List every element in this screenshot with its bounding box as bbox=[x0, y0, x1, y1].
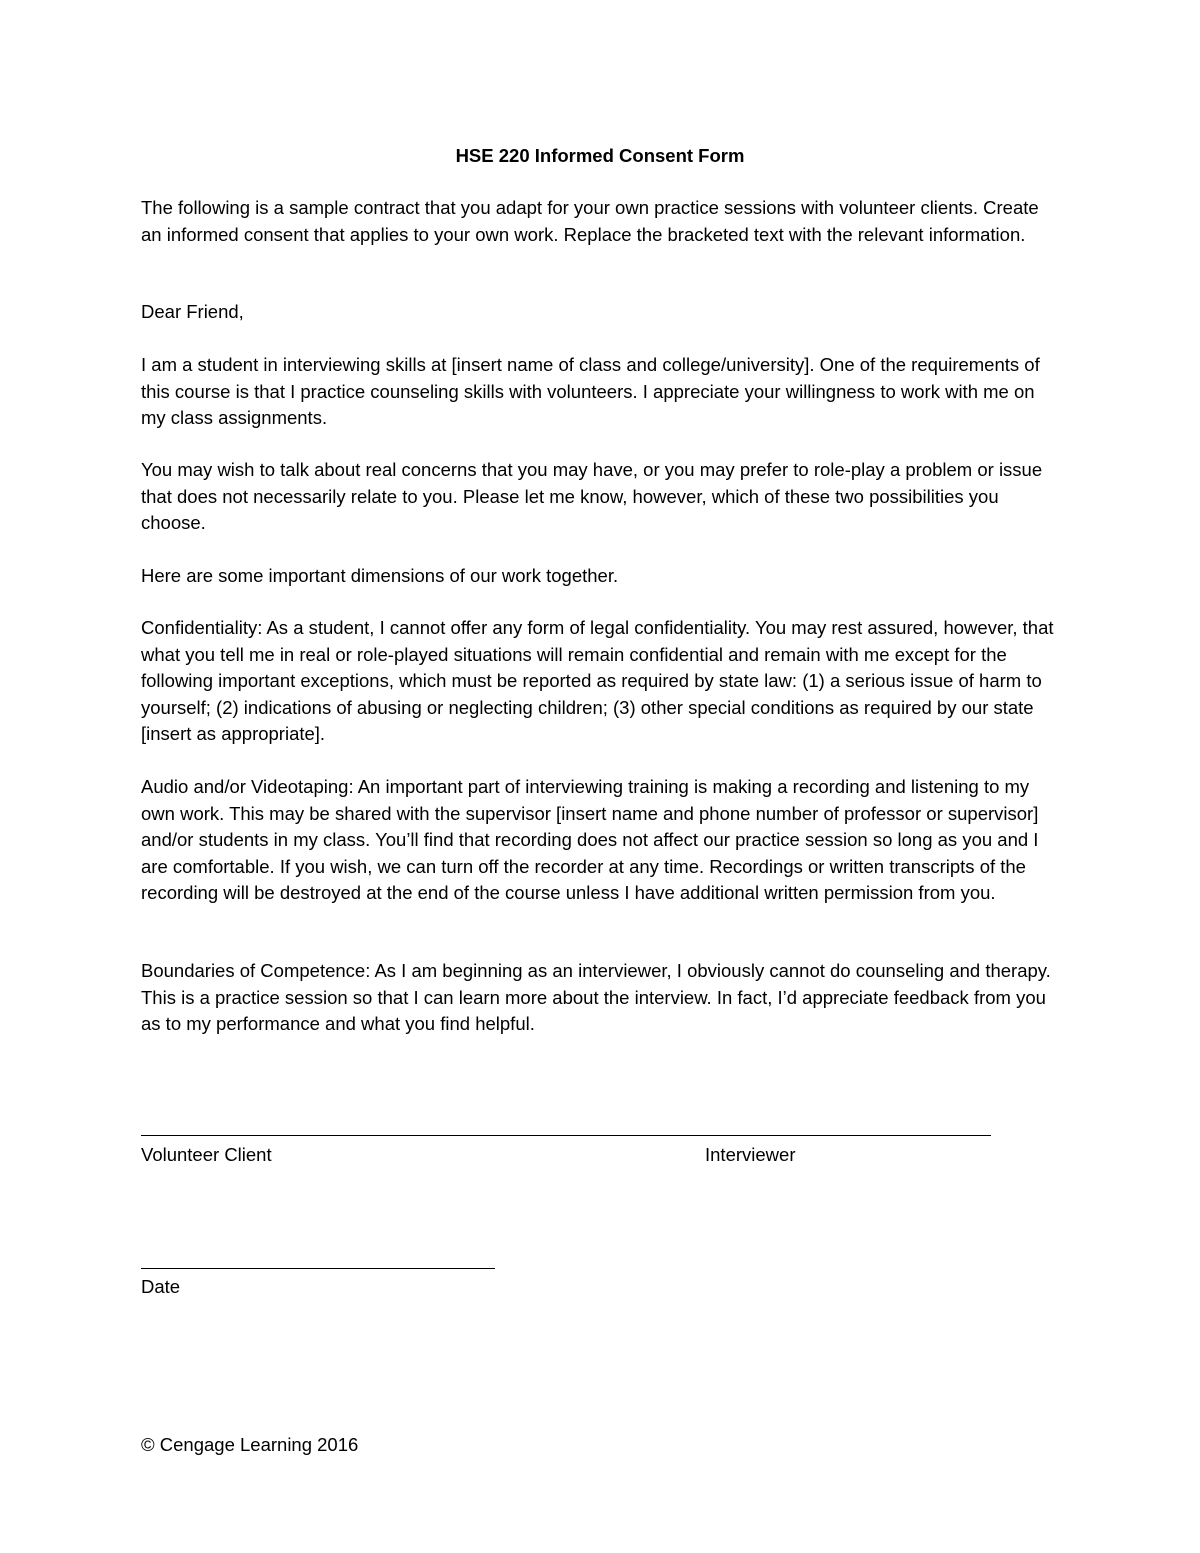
salutation: Dear Friend, bbox=[141, 301, 244, 322]
dimensions-paragraph: Here are some important dimensions of our work together. bbox=[141, 565, 619, 586]
boundaries-paragraph: Boundaries of Competence: As I am beginning as an interviewer, I obviously cannot do counseling and therapy. This is a practice session so that I can learn more about the interview. In fact, I’d appreciate feedback from you as to my performance and what you find helpful. bbox=[141, 960, 1051, 1034]
taping-paragraph: Audio and/or Videotaping: An important part of interviewing training is making a recording and listening to my own work. This may be shared with the supervisor [insert name and phone number of professor or supervisor] and/or students in my class. You’ll find that recording does not affect our practice session so long as you and I are comfortable. If you wish, we can turn off the recorder at any time. Recordings or written transcripts of the recording will be destroyed at the end of the course unless I have additional written permission from you. bbox=[141, 776, 1039, 903]
document-title: HSE 220 Informed Consent Form bbox=[455, 145, 745, 166]
signature-line bbox=[141, 1135, 991, 1136]
concerns-paragraph: You may wish to talk about real concerns that you may have, or you may prefer to role-play a problem or issue that does not necessarily relate to you. Please let me know, however, which of these two possibilities you choose. bbox=[141, 459, 1043, 533]
student-paragraph: I am a student in interviewing skills at [insert name of class and college/university]. One of the requirements of this course is that I practice counseling skills with volunteers. I appreciate your willingness to work with me on my class assignments. bbox=[141, 354, 1040, 428]
date-label: Date bbox=[141, 1276, 181, 1297]
confidentiality-paragraph: Confidentiality: As a student, I cannot offer any form of legal confidentiality. You may rest assured, however, that what you tell me in real or role-played situations will remain confidential and remain with me except for the following important exceptions, which must be reported as required by state law: (1) a serious issue of harm to yourself; (2) indications of abusing or neglecting children; (3) other special conditions as required by our state [insert as appropriate]. bbox=[141, 617, 1054, 744]
copyright-notice: © Cengage Learning 2016 bbox=[141, 1434, 359, 1455]
date-line bbox=[141, 1268, 495, 1269]
intro-paragraph: The following is a sample contract that you adapt for your own practice sessions with volunteer clients. Create an informed consent that applies to your own work. Replace the bracketed text with the relevant information. bbox=[141, 197, 1039, 245]
volunteer-client-label: Volunteer Client bbox=[141, 1144, 272, 1165]
interviewer-label: Interviewer bbox=[705, 1144, 796, 1165]
